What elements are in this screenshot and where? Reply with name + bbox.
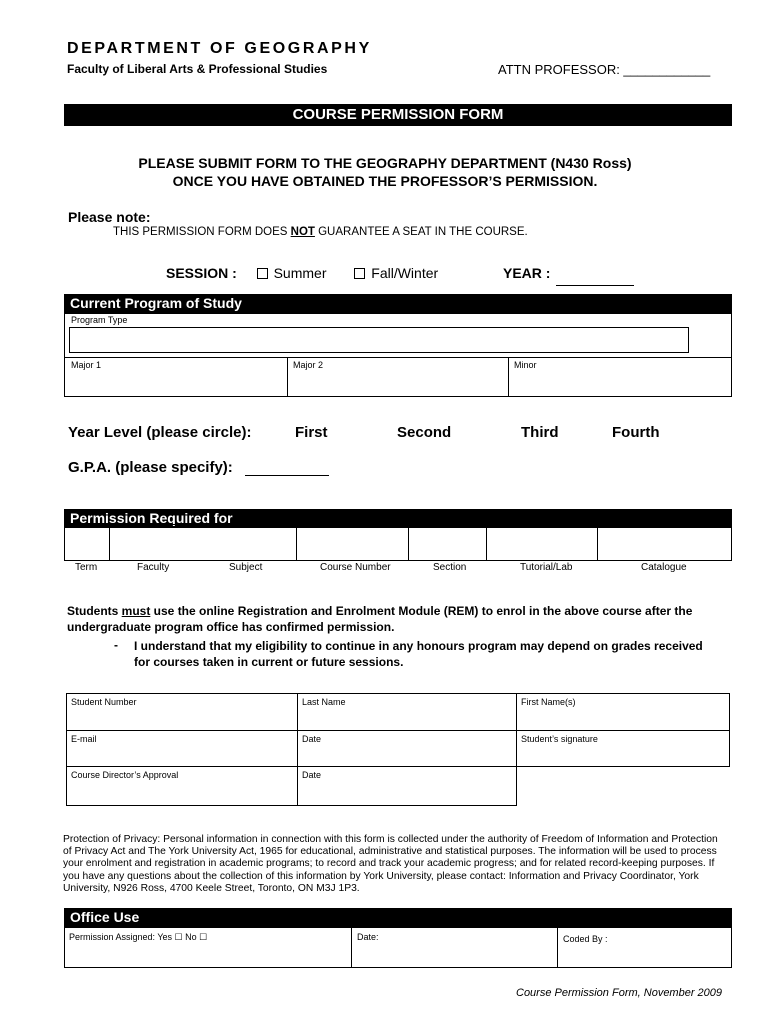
student-info-table bbox=[66, 693, 730, 806]
perm-subject-label: Subject bbox=[229, 562, 263, 573]
year-second[interactable]: Second bbox=[397, 424, 452, 441]
form-title-bar: COURSE PERMISSION FORM bbox=[64, 104, 732, 126]
perm-term-cell[interactable] bbox=[64, 524, 110, 561]
submit-instructions bbox=[64, 154, 706, 190]
program-divider bbox=[65, 357, 731, 358]
minor-label: Minor bbox=[514, 360, 537, 370]
first-name-cell[interactable] bbox=[517, 694, 730, 731]
session-label: SESSION : bbox=[166, 265, 237, 281]
coded-by-label: Coded By : bbox=[563, 934, 608, 944]
session-row bbox=[166, 265, 438, 281]
student-number-label: Student Number bbox=[71, 697, 137, 707]
signature-label: Student’s signature bbox=[521, 734, 598, 744]
program-section-bar: Current Program of Study bbox=[64, 294, 732, 313]
email-cell[interactable] bbox=[67, 731, 298, 767]
note-text-emph: NOT bbox=[290, 226, 315, 238]
attn-professor-field[interactable]: ATTN PROFESSOR: ____________ bbox=[498, 62, 711, 77]
office-use-box bbox=[64, 927, 732, 968]
perm-term-label: Term bbox=[75, 562, 98, 573]
year-label: YEAR : bbox=[503, 265, 551, 281]
department-heading: DEPARTMENT OF GEOGRAPHY bbox=[67, 40, 372, 57]
perm-section-cell[interactable] bbox=[409, 524, 487, 561]
rem-before: Students bbox=[67, 604, 122, 618]
office-divider-2 bbox=[557, 928, 558, 967]
office-date-label: Date: bbox=[357, 932, 379, 942]
date-cell-2[interactable] bbox=[298, 767, 517, 806]
last-name-label: Last Name bbox=[302, 697, 346, 707]
student-number-cell[interactable] bbox=[67, 694, 298, 731]
program-box bbox=[64, 313, 732, 397]
year-first[interactable]: First bbox=[295, 424, 328, 441]
empty-cell bbox=[517, 767, 730, 806]
permission-assigned-label[interactable]: Permission Assigned: Yes ☐ No ☐ bbox=[69, 932, 208, 942]
year-third[interactable]: Third bbox=[521, 424, 559, 441]
perm-faculty-subject-cell[interactable] bbox=[110, 524, 297, 561]
program-type-input[interactable] bbox=[69, 327, 689, 353]
note-text-before: THIS PERMISSION FORM DOES bbox=[113, 226, 291, 238]
date-label-2: Date bbox=[302, 770, 322, 780]
perm-section-label: Section bbox=[433, 562, 467, 573]
email-label: E-mail bbox=[71, 734, 97, 744]
summer-checkbox[interactable] bbox=[257, 268, 268, 279]
faculty-subheading: Faculty of Liberal Arts & Professional Studies bbox=[67, 62, 328, 76]
submit-line-2: ONCE YOU HAVE OBTAINED THE PROFESSOR’S PERMISSION. bbox=[172, 173, 598, 189]
perm-tutorial-label: Tutorial/Lab bbox=[520, 562, 573, 573]
last-name-cell[interactable] bbox=[298, 694, 517, 731]
privacy-notice: Protection of Privacy: Personal information in connection with this form is collected under the authority of Freedom of Information and Protection of Privacy Act and The York University Act, 1965 for educational, administrative and statistical purposes. The information will be used to process your enrolment and registration in academic programs; to record and track your academic progress; and for related record-keeping purposes. If you have any questions about the collection of this information by York University, please contact: Information and Privacy Coordinator, York University, N926 Ross, 4700 Keele Street, Toronto, ON M3J 1P3. bbox=[63, 834, 718, 894]
rem-notice bbox=[67, 603, 727, 635]
gpa-label: G.P.A. (please specify): bbox=[68, 459, 233, 476]
year-fourth[interactable]: Fourth bbox=[612, 424, 660, 441]
program-col-divider-2 bbox=[508, 357, 509, 396]
perm-catalogue-label: Catalogue bbox=[641, 562, 687, 573]
perm-tutorial-cell[interactable] bbox=[487, 524, 598, 561]
note-title: Please note: bbox=[68, 209, 151, 225]
permission-section-bar: Permission Required for bbox=[64, 509, 732, 528]
first-name-label: First Name(s) bbox=[521, 697, 576, 707]
footer-version: Course Permission Form, November 2009 bbox=[516, 987, 723, 999]
fall-winter-checkbox[interactable] bbox=[354, 268, 365, 279]
director-approval-cell[interactable] bbox=[67, 767, 298, 806]
summer-label: Summer bbox=[273, 265, 327, 281]
perm-course-number-label: Course Number bbox=[320, 562, 391, 573]
note-text-after: GUARANTEE A SEAT IN THE COURSE. bbox=[314, 226, 528, 238]
rem-emph: must bbox=[121, 604, 151, 618]
submit-line-1: PLEASE SUBMIT FORM TO THE GEOGRAPHY DEPARTMENT (N430 Ross) bbox=[138, 155, 632, 171]
perm-catalogue-cell[interactable] bbox=[598, 524, 732, 561]
note-text bbox=[113, 226, 528, 238]
office-divider-1 bbox=[351, 928, 352, 967]
date-cell-1[interactable] bbox=[298, 731, 517, 767]
major2-label: Major 2 bbox=[293, 360, 324, 370]
major1-label: Major 1 bbox=[71, 360, 102, 370]
understand-dash: - bbox=[114, 638, 118, 652]
office-use-bar: Office Use bbox=[64, 908, 732, 927]
fall-winter-label: Fall/Winter bbox=[371, 265, 439, 281]
signature-cell[interactable] bbox=[517, 731, 730, 767]
program-col-divider-1 bbox=[287, 357, 288, 396]
rem-after: use the online Registration and Enrolment Module (REM) to enrol in the above course after the undergraduate program office has confirmed permission. bbox=[67, 604, 693, 634]
date-label-1: Date bbox=[302, 734, 322, 744]
year-level-label: Year Level (please circle): bbox=[68, 424, 252, 441]
perm-course-number-cell[interactable] bbox=[297, 524, 409, 561]
gpa-input-line[interactable] bbox=[245, 475, 329, 476]
perm-faculty-label: Faculty bbox=[137, 562, 170, 573]
year-input-line[interactable] bbox=[556, 285, 634, 286]
program-type-label: Program Type bbox=[71, 315, 128, 325]
director-approval-label: Course Director’s Approval bbox=[71, 770, 179, 780]
honours-acknowledgement: I understand that my eligibility to continue in any honours program may depend on grades received for courses taken in current or future sessions. bbox=[134, 639, 703, 669]
